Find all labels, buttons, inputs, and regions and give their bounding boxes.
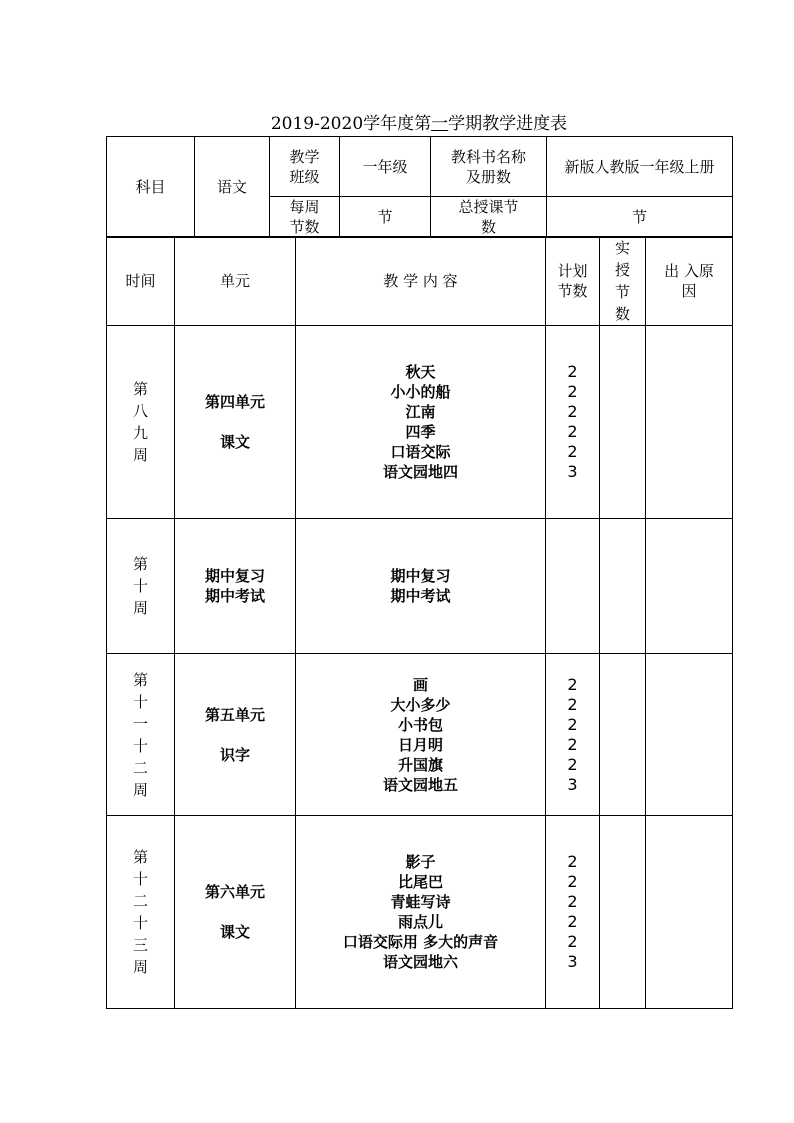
lesson: 青蛙写诗: [390, 893, 451, 911]
lesson: 口语交际: [390, 443, 451, 461]
lesson: 影子: [405, 853, 436, 871]
col-planned-text: 计划节数: [557, 262, 588, 300]
actual-cell: [600, 519, 646, 654]
planned-count: 2: [567, 694, 578, 714]
class-label-text: 教学班级: [289, 147, 320, 186]
actual-cell: [600, 654, 646, 816]
col-diff: [646, 237, 733, 326]
lesson: 语文园地四: [382, 463, 458, 481]
planned-count: 2: [567, 674, 578, 694]
planned-count: 2: [567, 892, 578, 911]
book-value-text: 新版人教版一年级上册: [564, 157, 715, 176]
unit-line: 期中考试: [204, 587, 265, 605]
lesson: 期中考试: [390, 587, 451, 605]
header-table: [106, 136, 733, 238]
weekly-value: 节: [340, 197, 431, 238]
subject-label: 科目: [107, 137, 195, 238]
unit-line: 第五单元: [204, 705, 265, 724]
col-planned: [546, 237, 600, 326]
lesson: 升国旗: [397, 755, 443, 774]
lesson: 画: [412, 675, 428, 694]
content-cell: [296, 654, 546, 816]
content-cell: [296, 519, 546, 654]
lesson: 口语交际用 多大的声音: [342, 933, 499, 951]
planned-count: 2: [567, 932, 578, 951]
unit-line: 课文: [219, 923, 250, 941]
lesson: 比尾巴: [397, 873, 443, 891]
lesson: 小书包: [397, 715, 443, 734]
lesson: 大小多少: [390, 695, 451, 714]
planned-count: 2: [567, 442, 578, 461]
planned-count: 2: [567, 852, 578, 871]
table-row: [107, 519, 733, 654]
planned-count: 2: [567, 362, 578, 381]
col-unit: 单元: [175, 237, 296, 326]
planned-cell: [546, 654, 600, 816]
weekly-label: [270, 197, 340, 238]
schedule-table: [106, 236, 733, 1009]
week-text: 第十一十二周: [132, 670, 148, 799]
planned-count: 3: [567, 462, 578, 481]
actual-cell: [600, 326, 646, 519]
week-cell: [107, 326, 175, 519]
week-cell: [107, 654, 175, 816]
weekly-label-text: 每周节数: [289, 198, 320, 236]
unit-line: 第四单元: [204, 393, 265, 411]
lesson: 日月明: [397, 735, 443, 754]
title-suffix: 学期教学进度表: [448, 114, 568, 134]
unit-cell: [175, 654, 296, 816]
lesson: 语文园地五: [382, 775, 458, 794]
planned-count: 2: [567, 912, 578, 931]
planned-count: 2: [567, 754, 578, 774]
planned-count: 2: [567, 382, 578, 401]
week-text: 第十二十三周: [132, 848, 148, 976]
planned-count: 3: [567, 952, 578, 971]
lesson: 小小的船: [390, 383, 451, 401]
content-cell: [296, 816, 546, 1009]
lesson: 秋天: [405, 363, 436, 381]
planned-count: 2: [567, 714, 578, 734]
class-label: [270, 137, 340, 197]
diff-cell: [646, 816, 733, 1009]
table-row: [107, 816, 733, 1009]
book-label-text: 教科书名称及册数: [450, 147, 526, 186]
lesson: 期中复习: [390, 567, 451, 585]
lesson: 四季: [405, 423, 436, 441]
title-term: 一: [431, 114, 449, 134]
book-label: [431, 137, 547, 197]
col-actual-text: 实授节数: [614, 239, 630, 323]
planned-count: 3: [567, 774, 578, 794]
planned-cell: [546, 816, 600, 1009]
planned-count: 2: [567, 734, 578, 754]
week-cell: [107, 816, 175, 1009]
total-label: [431, 197, 547, 238]
planned-count: 2: [567, 402, 578, 421]
diff-cell: [646, 519, 733, 654]
total-value: 节: [547, 197, 733, 238]
col-time: 时间: [107, 237, 175, 326]
column-header-row: [107, 237, 733, 326]
lesson: 语文园地六: [382, 953, 458, 971]
unit-line: 期中复习: [204, 567, 265, 585]
unit-cell: [175, 326, 296, 519]
unit-cell: [175, 816, 296, 1009]
total-label-text: 总授课节数: [458, 198, 519, 236]
col-diff-text: 出 入原 因: [664, 262, 719, 300]
title-prefix: 2019-2020学年度第: [270, 114, 432, 134]
book-value: [547, 137, 733, 197]
diff-cell: [646, 326, 733, 519]
diff-cell: [646, 654, 733, 816]
week-text: 第八九周: [132, 380, 148, 464]
table-row: [107, 654, 733, 816]
lesson: 雨点儿: [397, 913, 443, 931]
col-content: 教 学 内 容: [296, 237, 546, 326]
planned-cell: [546, 326, 600, 519]
unit-cell: [175, 519, 296, 654]
planned-cell: [546, 519, 600, 654]
actual-cell: [600, 816, 646, 1009]
lesson: 江南: [405, 403, 436, 421]
content-cell: [296, 326, 546, 519]
unit-line: 课文: [219, 433, 250, 451]
unit-line: 识字: [219, 745, 250, 764]
class-value: 一年级: [340, 137, 431, 197]
unit-line: 第六单元: [204, 883, 265, 901]
table-row: [107, 326, 733, 519]
planned-count: 2: [567, 872, 578, 891]
subject-value: 语文: [195, 137, 270, 238]
planned-count: 2: [567, 422, 578, 441]
page-title: [106, 114, 732, 134]
week-cell: [107, 519, 175, 654]
week-text: 第十周: [132, 555, 148, 617]
col-actual: [600, 237, 646, 326]
